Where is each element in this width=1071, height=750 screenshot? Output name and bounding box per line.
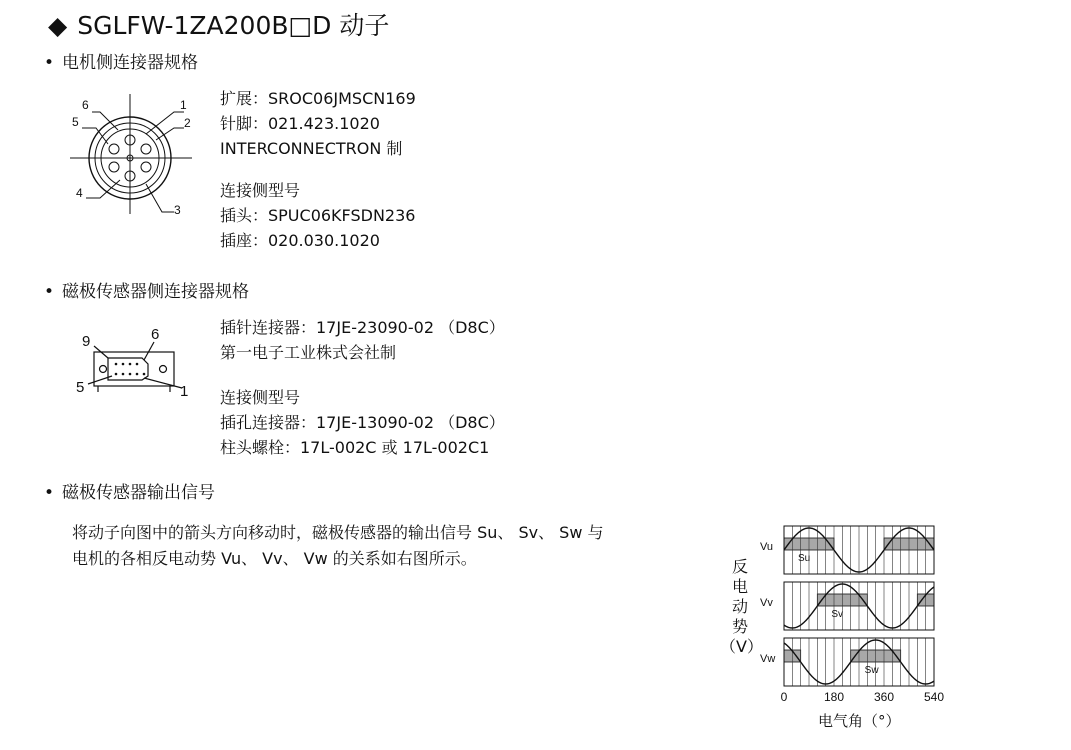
bullet-icon: • [44, 53, 55, 73]
description-line: 电机的各相反电动势 Vu、 Vv、 Vw 的关系如右图所示。 [72, 549, 477, 568]
section-motor-connector-heading: • 电机侧连接器规格 [44, 53, 198, 73]
pin-2 [141, 144, 151, 154]
pin-label-6: 6 [82, 98, 89, 112]
sensor-su-label: Su [798, 553, 811, 564]
spec-line: INTERCONNECTRON 制 [220, 139, 403, 158]
motor-connector-diagram [66, 92, 206, 222]
connector-socket [108, 358, 148, 380]
emf-sensor-chart [750, 520, 950, 710]
spec-line: 柱头螺栓：17L-002C 或 17L-002C1 [220, 438, 490, 457]
x-tick-label: 0 [780, 690, 788, 704]
page-title: ◆ SGLFW-1ZA200B□D 动子 [48, 11, 390, 40]
pin-6 [109, 144, 119, 154]
pin-label-6: 6 [151, 326, 160, 343]
bullet-icon: • [44, 282, 55, 302]
pin-label-1: 1 [180, 98, 187, 112]
series-vv-label: Vv [760, 597, 773, 609]
pin-label-9: 9 [82, 333, 91, 350]
mount-hole-left [100, 366, 107, 373]
pin-label-5: 5 [76, 379, 85, 396]
sensor-connector-spec [220, 315, 505, 460]
sensor-sw-label: Sw [864, 665, 879, 676]
pin-label-2: 2 [184, 116, 191, 130]
series-vw-label: Vw [760, 653, 776, 665]
pin-label-4: 4 [76, 186, 83, 200]
sensor-output-description [72, 520, 604, 572]
spec-line: 针脚：021.423.1020 [220, 114, 380, 133]
pin-label-5: 5 [72, 115, 79, 129]
description-line: 将动子向图中的箭头方向移动时，磁极传感器的输出信号 Su、 Sv、 Sw 与 [72, 523, 604, 542]
diamond-icon: ◆ [48, 11, 68, 40]
section-sensor-connector-heading: • 磁极传感器侧连接器规格 [44, 282, 249, 302]
x-tick-label: 180 [823, 690, 845, 704]
leader-3 [146, 184, 174, 212]
pin-label-3: 3 [174, 203, 181, 217]
spec-line: 插座：020.030.1020 [220, 231, 380, 250]
spec-line: 插头：SPUC06KFSDN236 [220, 206, 416, 225]
x-tick-label: 540 [923, 690, 945, 704]
motor-connector-spec [220, 86, 416, 253]
leader-6b [144, 342, 154, 360]
pin-5 [109, 162, 119, 172]
spec-line: 插针连接器：17JE-23090-02 （D8C） [220, 318, 505, 337]
mount-hole-right [160, 366, 167, 373]
bullet-icon: • [44, 483, 55, 503]
spec-line: 第一电子工业株式会社制 [220, 343, 397, 362]
sensor-sv-label: Sv [831, 609, 844, 620]
spec-line: 连接侧型号 [220, 181, 301, 200]
series-vu-label: Vu [760, 541, 774, 553]
spec-line: 插孔连接器：17JE-13090-02 （D8C） [220, 413, 505, 432]
section-sensor-output-heading: • 磁极传感器输出信号 [44, 483, 215, 503]
x-tick-label: 360 [873, 690, 895, 704]
sensor-connector-diagram [74, 322, 196, 398]
pin-label-1: 1 [180, 383, 189, 398]
spec-line: 扩展：SROC06JMSCN169 [220, 89, 416, 108]
chart-y-label: 反 电 动 势 （V） [720, 557, 763, 656]
chart-x-label: 电气角（°） [818, 712, 901, 730]
pin-3 [141, 162, 151, 172]
spec-line: 连接侧型号 [220, 388, 301, 407]
